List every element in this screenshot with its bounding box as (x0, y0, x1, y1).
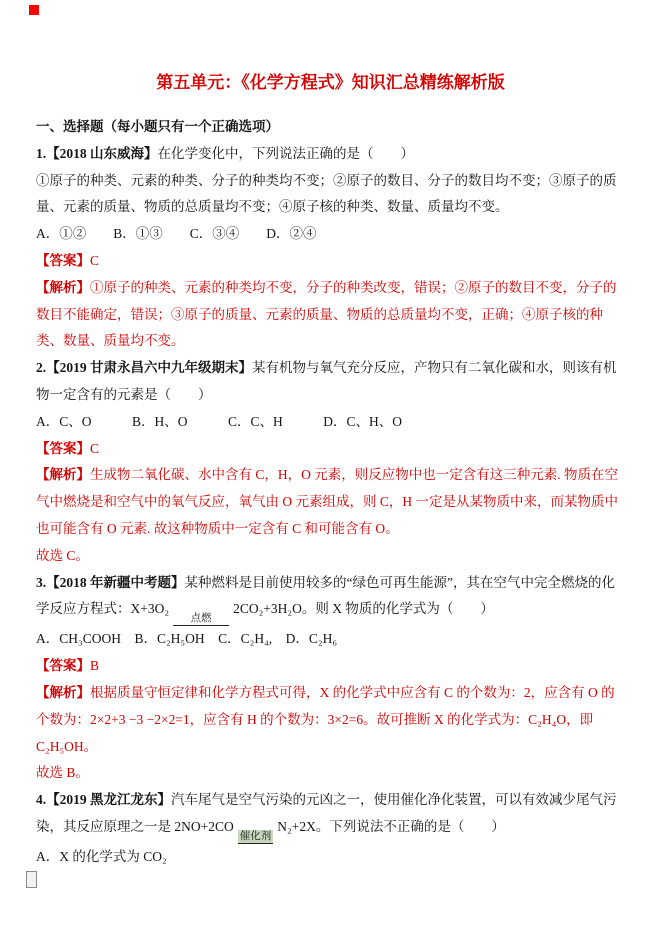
question-2-stem-text: 某有机物与氧气充分反应，产物只有二氧化碳和水，则该有机物一定含有的元素是（ ） (36, 360, 617, 402)
question-4-stem-text-1: 汽车尾气是空气污染的元凶之一，使用催化净化装置，可以有效减少尾气污染，其反应原理之一是 2NO+2CO (36, 792, 617, 834)
question-4-source-tag: 4.【2019 黑龙江龙东】 (36, 792, 171, 808)
analysis-tag: 【解析】 (36, 279, 90, 295)
document-title: 第五单元：《化学方程式》知识汇总精练解析版 (156, 73, 505, 92)
answer-tag: 【答案】 (36, 252, 90, 268)
question-2-analysis (36, 462, 625, 542)
section-header: 一、选择题（每小题只有一个正确选项） (36, 119, 279, 134)
question-3-stem-text-1: 某种燃料是目前使用较多的“绿色可再生能源”，其在空气中完全燃烧的化学反应方程式：X+3O₂ (36, 574, 615, 617)
reaction-arrow (238, 830, 274, 844)
question-4-choice-a: A．X 的化学式为 CO₂ (36, 848, 167, 864)
question-1-stem-text: 在化学变化中，下列说法正确的是（ ） (157, 145, 414, 161)
question-1-answer (36, 248, 625, 275)
question-3-choices: A．CH₃COOH B．C₂H₅OH C．C₂H₄, D．C₂H₆ (36, 631, 338, 647)
question-1-analysis-text: ①原子的种类、元素的种类均不变，分子的种类改变，错误；②原子的数目不变，分子的数目不能确定，错误；③原子的质量、元素的质量、物质的总质量均不变，正确；④原子核的种类、数量、质量均不变。 (36, 279, 617, 349)
question-1-source-tag: 1.【2018 山东威海】 (36, 145, 158, 161)
question-2-closing: 故选 C。 (36, 547, 89, 563)
question-3-answer (36, 653, 625, 680)
question-2-choices: A．C、O B．H、O C．C、H D．C、H、O (36, 413, 403, 429)
answer-tag: 【答案】 (36, 440, 90, 456)
question-3-analysis (36, 680, 625, 760)
question-4-stem-text-2: N₂+2X。下列说法不正确的是（ ） (277, 818, 505, 834)
question-2-analysis-text: 生成物二氧化碳、水中含有 C，H，O 元素，则反应物中也一定含有这三种元素. 物质在空气中燃烧是和空气中的氧气反应，氧气由 O 元素组成，则 C，H 一定是从某物质中来，而某物质中也可能含有 O 元素. 故这种物质中一定含有 C 和可能含有 O。 (36, 467, 619, 536)
answer-tag: 【答案】 (36, 658, 90, 674)
analysis-tag: 【解析】 (36, 684, 90, 700)
question-3-stem-text-2: 2CO₂+3H₂O。则 X 物质的化学式为（ ） (233, 601, 494, 617)
question-3-answer-value: B (90, 658, 100, 674)
question-2-source-tag: 2.【2019 甘肃永昌六中九年级期末】 (36, 360, 252, 376)
question-3-source-tag: 3.【2018 年新疆中考题】 (36, 574, 185, 590)
question-1-analysis (36, 275, 625, 355)
analysis-tag: 【解析】 (36, 467, 90, 483)
reaction-condition-label: 点燃 (190, 613, 212, 625)
question-3-analysis-text: 根据质量守恒定律和化学方程式可得，X 的化学式中应含有 C 的个数为：2，应含有 O 的个数为：2×2+3 −3 −2×2=1，应含有 H 的个数为：3×2=6。故可推断 X 的化学式为：C₂H₄O，即 C₂H₅OH。 (36, 684, 615, 754)
red-corner-marker-icon (29, 5, 39, 15)
question-1-items: ①原子的种类、元素的种类、分子的种类均不变；②原子的数目、分子的数目均不变；③原子的质量、元素的质量、物质的总质量均不变；④原子核的种类、数量、质量均不变。 (36, 172, 617, 215)
question-3-stem (36, 570, 625, 627)
question-1-answer-value: C (90, 252, 100, 268)
question-1-choices: A．①② B．①③ C．③④ D．②④ (36, 226, 317, 242)
reaction-arrow (173, 612, 229, 626)
question-4-stem (36, 787, 625, 844)
bottom-left-marker (26, 871, 37, 888)
question-2-answer (36, 436, 625, 463)
question-2-stem (36, 355, 625, 409)
question-2-answer-value: C (90, 440, 100, 456)
question-1-stem (36, 141, 625, 168)
question-3-closing: 故选 B。 (36, 765, 89, 781)
reaction-arrow-line (238, 843, 274, 844)
reaction-condition-label: 催化剂 (239, 830, 272, 842)
